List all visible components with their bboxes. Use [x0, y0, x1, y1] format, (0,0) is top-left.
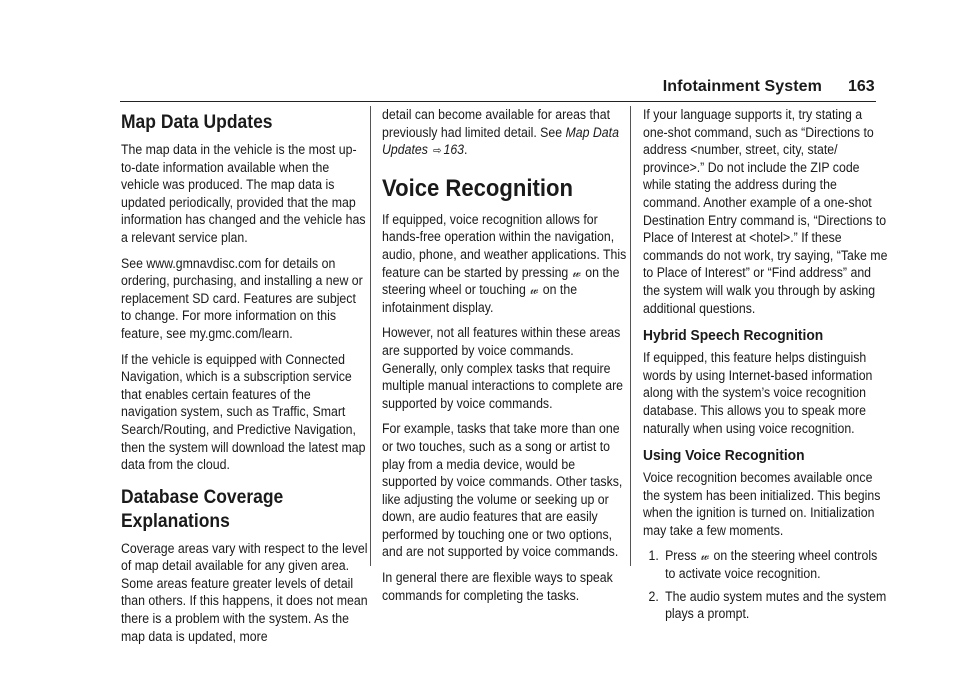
- text: on the steering wheel or touching: [382, 264, 620, 298]
- column-divider: [370, 106, 371, 566]
- paragraph: If the vehicle is equipped with Connected Navigation, which is a subscription service that enables certain features of the navigation system, such as Traffic, Smart Search/Routing, and Predictive Navigation, then the system will download the latest map data from the cloud.: [121, 351, 366, 473]
- heading-map-data-updates: Map Data Updates: [121, 112, 273, 133]
- text: .: [464, 142, 468, 158]
- column-divider: [630, 106, 631, 566]
- page-header: [120, 78, 876, 100]
- paragraph: Voice recognition becomes available once the system has been initialized. This begins when the ignition is turned on. Initialization may take a few moments.: [643, 470, 881, 538]
- step-text: [665, 547, 889, 582]
- paragraph: If your language supports it, try stating a one-shot command, such as “Directions to address <number, street, city, state/ province>.” Do not include the ZIP code while stating the address during the command. Another example of a one-shot Destination Entry command is, “Directions to Place of Interest at <hotel>.” If these commands do not work, try saying, “Take me to Place of Interest” or “Find address” and the system will walk you through by asking additional questions.: [643, 107, 888, 316]
- text: If equipped, voice recognition allows for hands-free operation within the navigation, audio, phone, and weather applications. This feature can be started by pressing: [382, 211, 627, 280]
- voice-command-icon: 𝓌: [572, 264, 581, 280]
- header-rule: [120, 101, 876, 102]
- xref-title: Map Data Updates: [382, 124, 619, 158]
- paragraph: See www.gmnavdisc.com for details on ordering, purchasing, and installing a new or replacement SD card. Features are subject to change. For more information on this feature, see my.gmc.com/learn.: [121, 255, 363, 341]
- heading-voice-recognition: Voice Recognition: [382, 174, 573, 202]
- column-right: [643, 106, 890, 628]
- heading-using-voice: Using Voice Recognition: [643, 447, 805, 465]
- paragraph: However, not all features within these areas are supported by voice commands. Generally, only complex tasks that require multiple manual interactions to complete are supported by voice commands.: [382, 325, 624, 411]
- list-item: [643, 547, 890, 582]
- paragraph: In general there are flexible ways to speak commands for completing the tasks.: [382, 570, 613, 603]
- paragraph: The map data in the vehicle is the most up-to-date information available when the vehicle was produced. The map data is updated periodically, provided that the map information has changed and the vehicle has a relevant service plan.: [121, 142, 366, 245]
- list-item: [643, 588, 890, 623]
- text: on the steering wheel controls to activate voice recognition.: [665, 548, 878, 582]
- paragraph: Coverage areas vary with respect to the level of map detail available for any given area. Some areas feature greater levels of detail than others. If this happens, it does not mean there is a problem with the system. As the map data is updated, more: [121, 540, 368, 644]
- running-head-title: Infotainment System: [662, 78, 822, 95]
- heading-database-coverage: Database Coverage Explanations: [121, 486, 284, 532]
- text: detail can become available for areas that previously had limited detail. See: [382, 107, 611, 140]
- step-number: 2.: [648, 588, 659, 604]
- paragraph: [382, 106, 629, 161]
- column-middle: [382, 106, 629, 612]
- xref-page: 163: [443, 142, 465, 158]
- text: on the infotainment display.: [382, 282, 578, 315]
- paragraph: For example, tasks that take more than one or two touches, such as a song or artist to play from a media device, would be supported by voice commands. Other tasks, like adjusting the volume or seeking up or down, are audio features that are easily performed by touching one or two options, and are not supported by voice commands.: [382, 421, 623, 560]
- step-number: 1.: [648, 548, 659, 564]
- page-arrow-icon: ⇨: [433, 145, 442, 158]
- step-text: The audio system mutes and the system plays a prompt.: [665, 588, 887, 622]
- heading-hybrid-speech: Hybrid Speech Recognition: [643, 327, 824, 345]
- voice-command-icon: 𝓌: [700, 548, 710, 564]
- page-number: 163: [848, 78, 875, 95]
- voice-command-icon: 𝓌: [530, 282, 539, 298]
- paragraph: If equipped, this feature helps distinguish words by using Internet-based information along with the system’s voice recognition database. This allows you to speak more naturally when using voice recognition.: [643, 350, 873, 436]
- text: Press: [665, 548, 700, 564]
- steps-list: [643, 547, 890, 622]
- paragraph: [382, 211, 629, 317]
- column-left: [121, 106, 368, 653]
